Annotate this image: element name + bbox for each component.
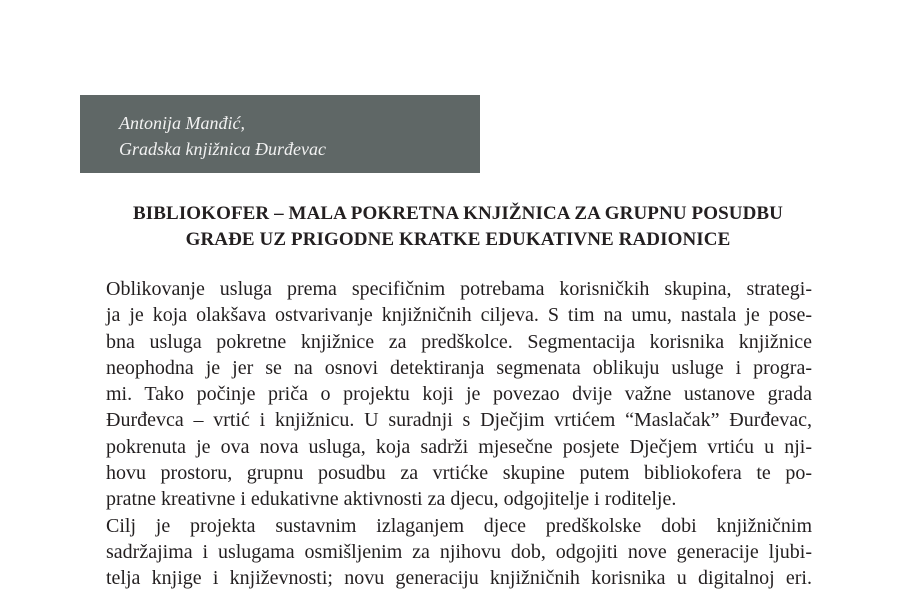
article-body [106, 276, 812, 592]
author-name: Antonija Manđić, [119, 113, 245, 133]
author-box [80, 95, 480, 173]
body-line: mi. Tako počinje priča o projektu koji je povezao dvije važne ustanove grada [106, 383, 812, 406]
body-line: ja je koja olakšava ostvarivanje knjižničnih ciljeva. S tim na umu, nastala je pose- [106, 304, 812, 327]
body-line: bna usluga pokretne knjižnice za predškolce. Segmentacija korisnika knjižnice [106, 330, 812, 353]
author-affiliation: Gradska knjižnica Đurđevac [119, 139, 326, 159]
body-line: Đurđevca – vrtić i knjižnicu. U suradnji s Dječjim vrtićem “Maslačak” Đurđevac, [106, 409, 812, 432]
body-line: pratne kreativne i edukativne aktivnosti za djecu, odgojitelje i roditelje. [106, 488, 677, 511]
body-line: hovu prostoru, grupnu posudbu za vrtićke skupine putem bibliokofera te po- [106, 462, 812, 485]
title-line: BIBLIOKOFER – MALA POKRETNA KNJIŽNICA ZA GRUPNU POSUDBU [133, 203, 783, 224]
body-line: neophodna je jer se na osnovi detektiranja segmenata oblikuju usluge i progra- [106, 356, 812, 379]
article-title [40, 201, 876, 253]
title-line: GRAĐE UZ PRIGODNE KRATKE EDUKATIVNE RADIONICE [185, 229, 731, 250]
body-line: telja knjige i književnosti; novu generaciju knjižničnih korisnika u digitalnoj eri. [106, 567, 812, 590]
body-line: sadržajima i uslugama osmišljenim za njihovu dob, odgojiti nove generacije ljubi- [106, 540, 812, 563]
body-line: pokrenuta je ova nova usluga, koja sadrži mjesečne posjete Dječjem vrtiću u nji- [106, 435, 812, 458]
body-line: Cilj je projekta sustavnim izlaganjem djece predškolske dobi knjižničnim [106, 514, 812, 537]
body-line: Oblikovanje usluga prema specifičnim potrebama korisničkih skupina, strategi- [106, 278, 812, 300]
